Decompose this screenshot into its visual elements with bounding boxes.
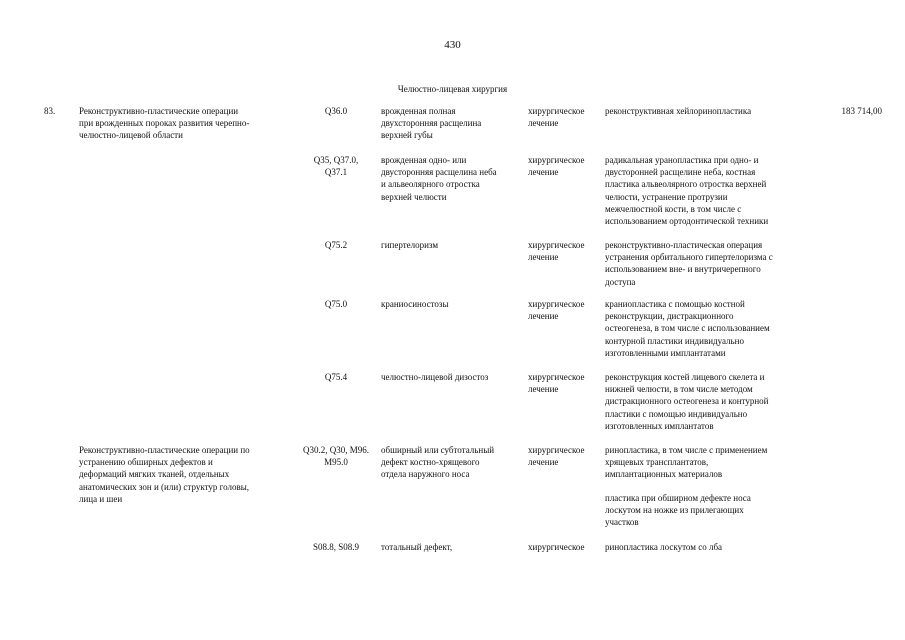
row-number: 83. bbox=[44, 106, 56, 116]
treatment-method: пластика при обширном дефекте носа лоскутом на ножке из прилегающих участков bbox=[605, 493, 751, 528]
patient-model: врожденная полная двухсторонняя расщелина верхней губы bbox=[381, 106, 482, 141]
treatment-method: реконструктивная хейлоринопластика bbox=[605, 106, 752, 116]
treatment-type: хирургическое лечение bbox=[528, 372, 585, 395]
patient-model: обширный или субтотальный дефект костно-хрящевого отдела наружного носа bbox=[381, 445, 495, 480]
patient-model: краниосиностозы bbox=[381, 299, 449, 309]
diagnosis-code: S08.8, S08.9 bbox=[312, 542, 359, 552]
diagnosis-code: Q75.2 bbox=[324, 240, 348, 250]
treatment-method: ринопластика лоскутом со лба bbox=[605, 542, 723, 552]
treatment-method: краниопластика с помощью костной реконструкции, дистракционного остеогенеза, в том числе с использованием контурной пластики индивидуально изготовленными имплантатами bbox=[605, 299, 770, 358]
patient-model: гипертелоризм bbox=[381, 240, 439, 250]
treatment-method: реконструкция костей лицевого скелета и нижней челюсти, в том числе методом дистракционного остеогенеза и контурной пластики с помощью индивидуально изготовленных имплантатов bbox=[605, 372, 769, 431]
treatment-type: хирургическое лечение bbox=[528, 155, 585, 178]
treatment-method: реконструктивно-пластическая операция устранения орбитального гипертелоризма с использованием вне- и внутричерепного доступа bbox=[605, 240, 773, 287]
treatment-method: радикальная уранопластика при одно- и двусторонней расщелине неба, костная пластика альвеолярного отростка верхней челюсти, устранение протрузии межчелюстной кости, в том числе с использованием ортодонтической техники bbox=[605, 155, 769, 227]
procedure-group-name: Реконструктивно-пластические операции при врожденных пороках развития черепно- челюстно-лицевой области bbox=[79, 106, 250, 141]
treatment-type: хирургическое лечение bbox=[528, 299, 585, 322]
diagnosis-code: Q35, Q37.0, Q37.1 bbox=[313, 155, 359, 178]
diagnosis-code: Q36.0 bbox=[324, 106, 348, 116]
diagnosis-code: Q30.2, Q30, M96. M95.0 bbox=[302, 445, 369, 468]
procedure-group-name: Реконструктивно-пластические операции по устранению обширных дефектов и деформаций мягких тканей, отдельных анатомических зон и (или) структур головы, лица и шеи bbox=[79, 445, 250, 504]
page-number: 430 bbox=[444, 39, 461, 51]
section-title: Челюстно-лицевая хирургия bbox=[397, 84, 508, 94]
price-norm: 183 714,00 bbox=[841, 106, 882, 116]
diagnosis-code: Q75.0 bbox=[324, 299, 348, 309]
treatment-type: хирургическое лечение bbox=[528, 106, 585, 129]
patient-model: челюстно-лицевой дизостоз bbox=[381, 372, 489, 382]
diagnosis-code: Q75.4 bbox=[324, 372, 348, 382]
patient-model: врожденная одно- или двусторонняя расщелина неба и альвеолярного отростка верхней челюсти bbox=[381, 155, 497, 202]
treatment-type: хирургическое лечение bbox=[528, 240, 585, 263]
treatment-type: хирургическое лечение bbox=[528, 445, 585, 468]
treatment-type: хирургическое bbox=[528, 542, 585, 552]
patient-model: тотальный дефект, bbox=[381, 542, 453, 552]
treatment-method: ринопластика, в том числе с применением хрящевых трансплантатов, имплантационных материалов bbox=[605, 445, 768, 480]
